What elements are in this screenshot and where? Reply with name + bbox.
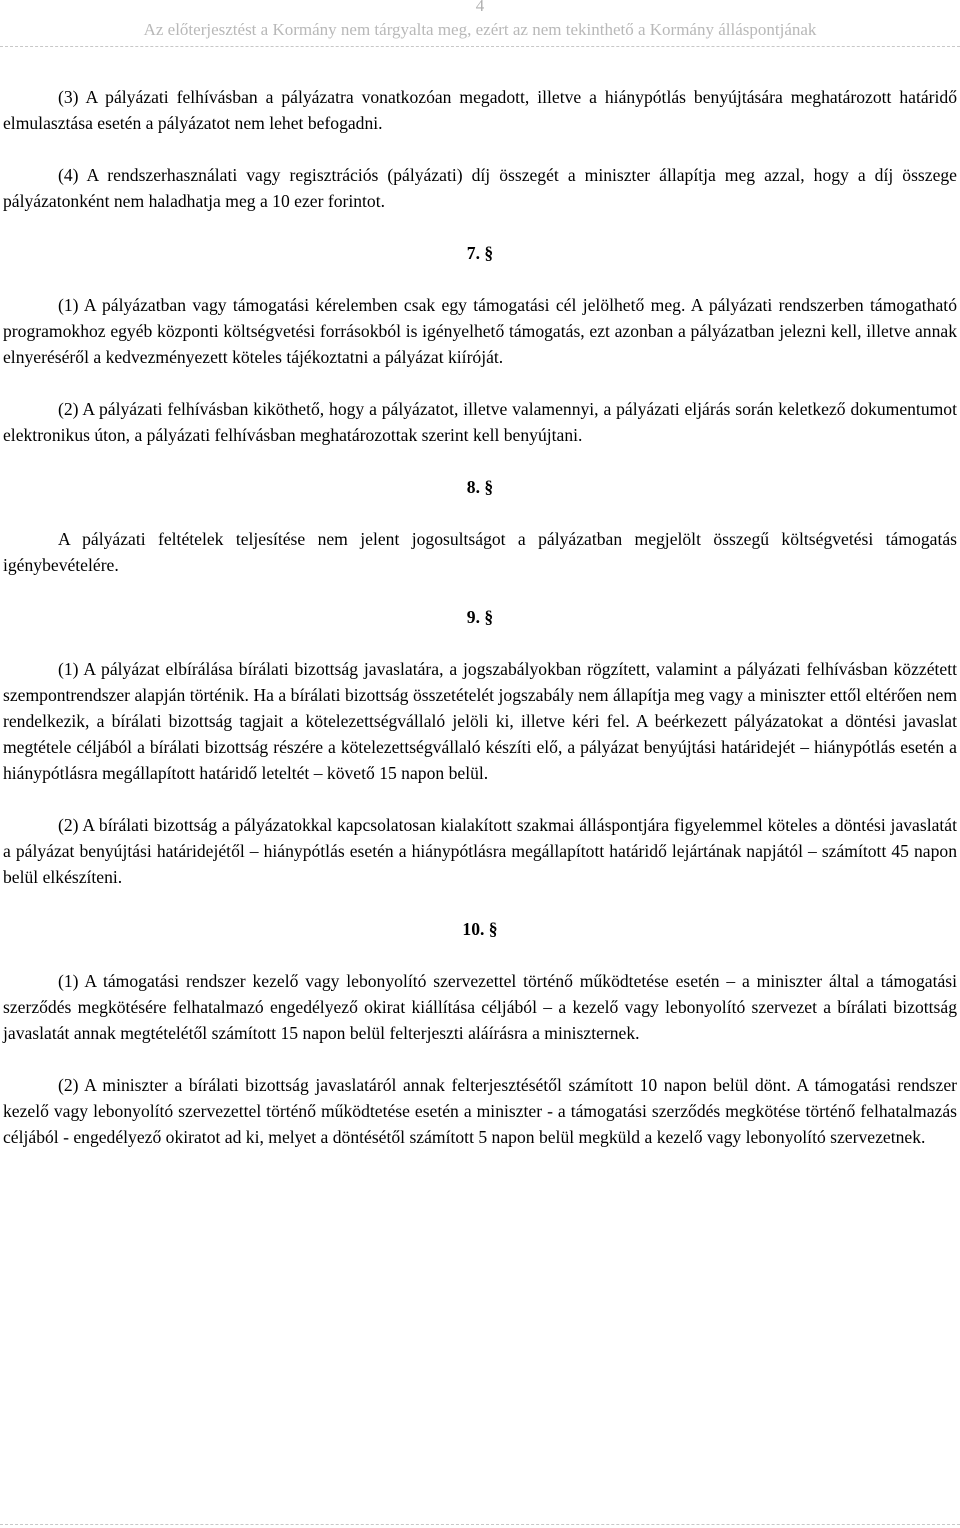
- section-heading-7: 7. §: [466, 243, 494, 263]
- section-heading-9: 9. §: [466, 607, 494, 627]
- document-body: [3, 84, 957, 1176]
- paragraph-6-4: (4) A rendszerhasználati vagy regisztrációs (pályázati) díj összegét a miniszter állapítja meg azzal, hogy a díj összege pályázatonként nem haladhatja meg a 10 ezer forintot.: [3, 165, 957, 211]
- paragraph-7-1: (1) A pályázatban vagy támogatási kérelemben csak egy támogatási cél jelölhető meg. A pályázati rendszerben támogatható programokhoz egyéb központi költségvetési forrásokból is igényelhető támogatás, ezt azonban a pályázatban jelezni kell, illetve annak elnyeréséről a kedvezményezett köteles tájékoztatni a pályázat kiíróját.: [3, 295, 957, 367]
- paragraph-9-2: (2) A bírálati bizottság a pályázatokkal kapcsolatosan kialakított szakmai álláspontjára figyelemmel köteles a döntési javaslatát a pályázat benyújtási határidejétől – hiánypótlás esetén a hiánypótlásra megállapított határidő lejártának napjától – számított 45 napon belül elkészíteni.: [3, 815, 957, 887]
- paragraph-10-2: (2) A miniszter a bírálati bizottság javaslatáról annak felterjesztésétől számított 10 napon belül dönt. A támogatási rendszer kezelő vagy lebonyolító szervezettel történő működtetése esetén a miniszter - a támogatási szerződés megkötése történő felhatalmazás céljából - engedélyező okiratot ad ki, melyet a döntésétől számított 5 napon belül megküld a kezelő vagy lebonyolító szervezetnek.: [3, 1075, 957, 1147]
- paragraph-6-3: (3) A pályázati felhívásban a pályázatra vonatkozóan megadott, illetve a hiánypótlás benyújtására meghatározott határidő elmulasztása esetén a pályázatot nem lehet befogadni.: [3, 87, 957, 133]
- footer-divider: [0, 1524, 960, 1525]
- paragraph-8: A pályázati feltételek teljesítése nem jelent jogosultságot a pályázatban megjelölt összegű költségvetési támogatás igénybevételére.: [3, 529, 957, 575]
- section-heading-10: 10. §: [462, 919, 498, 939]
- header-divider: [0, 46, 960, 47]
- paragraph-9-1: (1) A pályázat elbírálása bírálati bizottság javaslatára, a jogszabályokban rögzített, valamint a pályázati felhívásban közzétett szempontrendszer alapján történik. Ha a bírálati bizottság összetételét jogszabály nem állapítja meg vagy a miniszter ettől eltérően nem rendelkezik, a bírálati bizottság tagjait a kötelezettségvállaló jelöli ki, illetve kéri fel. A beérkezett pályázatokat a döntési javaslat megtétele céljából a bírálati bizottság részére a kötelezettségvállaló készíti elő, a pályázat benyújtási határidejét – hiánypótlás esetén a hiánypótlásra megállapított határidő leteltét – követő 15 napon belül.: [3, 659, 957, 783]
- paragraph-10-1: (1) A támogatási rendszer kezelő vagy lebonyolító szervezettel történő működtetése esetén – a miniszter által a támogatási szerződés megkötésére felhatalmazó engedélyező okirat kiállítása céljából – a kezelő vagy lebonyolító szervezet a bírálati bizottság javaslatát annak megtételétől számított 15 napon belül felterjeszti aláírásra a miniszternek.: [3, 971, 957, 1043]
- section-heading-8: 8. §: [466, 477, 494, 497]
- page-number: 4: [475, 0, 485, 15]
- paragraph-7-2: (2) A pályázati felhívásban kiköthető, hogy a pályázatot, illetve valamennyi, a pályázati eljárás során keletkező dokumentumot elektronikus úton, a pályázati felhívásban meghatározottak szerint kell benyújtani.: [3, 399, 957, 445]
- running-header: Az előterjesztést a Kormány nem tárgyalta meg, ezért az nem tekinthető a Kormány álláspontjának: [143, 20, 817, 39]
